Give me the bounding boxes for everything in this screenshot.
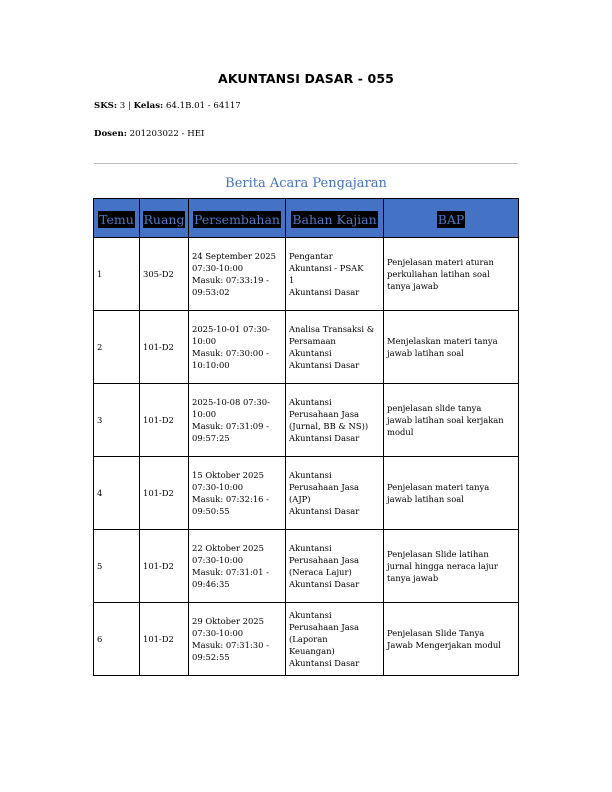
cell-persembahan [189,384,286,457]
header-bahan-kajian: Bahan Kajian [286,199,384,238]
cell-bap [384,311,519,384]
cell-temu: 6 [94,603,140,676]
cell-bap-line: Penjelasan materi aturan [387,257,494,267]
cell-bahan-kajian-line: Persamaan [289,336,336,346]
cell-persembahan-line: Masuk: 07:32:16 - [192,494,269,504]
cell-persembahan [189,238,286,311]
cell-bahan-kajian-line: (Laporan [289,634,328,644]
cell-bahan-kajian-line: Akuntansi [289,610,332,620]
cell-persembahan-line: Masuk: 07:33:19 - [192,275,269,285]
cell-bap-line: jawab latihan soal [387,494,464,504]
cell-bahan-kajian-line: Akuntansi Dasar [289,579,360,589]
table-row [94,311,519,384]
cell-persembahan-line: 2025-10-08 07:30- [192,397,270,407]
cell-persembahan-line: 09:50:55 [192,506,230,516]
cell-bap [384,384,519,457]
cell-bahan-kajian-line: Akuntansi Dasar [289,506,360,516]
cell-temu: 3 [94,384,140,457]
cell-bahan-kajian-line: Perusahaan Jasa [289,622,359,632]
table-row [94,384,519,457]
lecturer-meta [94,129,204,139]
cell-ruang: 101-D2 [140,603,189,676]
teaching-log-table [93,198,519,676]
cell-persembahan-line: Masuk: 07:31:30 - [192,640,269,650]
header-persembahan: Persembahan [189,199,286,238]
table-row [94,530,519,603]
cell-temu: 1 [94,238,140,311]
kelas-value: 64.1B.01 - 64117 [163,101,241,111]
cell-persembahan [189,311,286,384]
cell-persembahan-line: 07:30-10:00 [192,628,244,638]
sks-label: SKS: [94,101,118,111]
cell-bap-line: Jawab Mengerjakan modul [387,640,501,650]
cell-bahan-kajian-line: Akuntansi Dasar [289,287,360,297]
cell-bahan-kajian-line: Akuntansi Dasar [289,658,360,668]
cell-temu: 5 [94,530,140,603]
section-title: Berita Acara Pengajaran [225,176,387,191]
kelas-label: Kelas: [133,101,164,111]
dosen-label: Dosen: [94,129,127,139]
cell-bap-line: penjelasan slide tanya [387,403,482,413]
cell-persembahan-line: 2025-10-01 07:30- [192,324,270,334]
cell-bap-line: tanya jawab [387,573,439,583]
cell-bahan-kajian-line: Analisa Transaksi & [289,324,375,334]
cell-persembahan-line: Masuk: 07:31:01 - [192,567,269,577]
cell-persembahan-line: 07:30-10:00 [192,555,244,565]
cell-bahan-kajian [286,384,384,457]
cell-bahan-kajian-line: Akuntansi Dasar [289,433,360,443]
cell-persembahan-line: 09:46:35 [192,579,230,589]
cell-persembahan-line: Masuk: 07:30:00 - [192,348,269,358]
cell-bap-line: jurnal hingga neraca lajur [387,561,498,571]
cell-bahan-kajian [286,530,384,603]
cell-bap-line: perkuliahan latihan soal [387,269,490,279]
table-header-row [94,199,519,238]
cell-bahan-kajian-line: 1 [289,275,295,285]
cell-bahan-kajian [286,603,384,676]
cell-bap-line: modul [387,427,414,437]
cell-bap [384,603,519,676]
table-row [94,457,519,530]
cell-temu: 4 [94,457,140,530]
cell-ruang: 101-D2 [140,457,189,530]
cell-temu: 2 [94,311,140,384]
divider [94,163,518,164]
cell-bap [384,238,519,311]
cell-persembahan-line: 09:52:55 [192,652,230,662]
cell-bahan-kajian-line: (Neraca Lajur) [289,567,352,577]
meta-separator: | [125,101,134,111]
cell-bahan-kajian-line: (Jurnal, BB & NS)) [289,421,369,431]
cell-bahan-kajian-line: Akuntansi [289,348,332,358]
cell-bahan-kajian-line: Keuangan) [289,646,335,656]
cell-persembahan-line: 10:10:00 [192,360,230,370]
cell-persembahan-line: 15 Oktober 2025 [192,470,264,480]
cell-persembahan-line: 24 September 2025 [192,251,276,261]
cell-bahan-kajian-line: Perusahaan Jasa [289,409,359,419]
cell-bahan-kajian-line: Pengantar [289,251,333,261]
cell-persembahan-line: Masuk: 07:31:09 - [192,421,269,431]
cell-ruang: 101-D2 [140,311,189,384]
cell-ruang: 101-D2 [140,530,189,603]
cell-bahan-kajian-line: Akuntansi Dasar [289,360,360,370]
course-meta [94,101,241,111]
cell-bahan-kajian [286,238,384,311]
cell-persembahan-line: 07:30-10:00 [192,482,244,492]
header-bap: BAP [384,199,519,238]
table-row [94,238,519,311]
cell-bap-line: Menjelaskan materi tanya [387,336,498,346]
cell-persembahan [189,457,286,530]
cell-ruang: 101-D2 [140,384,189,457]
cell-bahan-kajian-line: (AJP) [289,494,311,504]
cell-bap-line: jawab latihan soal kerjakan [387,415,504,425]
cell-bap [384,530,519,603]
cell-persembahan-line: 09:53:02 [192,287,230,297]
cell-bahan-kajian-line: Akuntansi [289,543,332,553]
cell-bahan-kajian-line: Akuntansi [289,470,332,480]
cell-persembahan-line: 07:30-10:00 [192,263,244,273]
cell-persembahan [189,530,286,603]
cell-bap [384,457,519,530]
header-temu: Temu [94,199,140,238]
cell-bap-line: Penjelasan Slide Tanya [387,628,485,638]
cell-bap-line: Penjelasan materi tanya [387,482,490,492]
cell-persembahan-line: 22 Oktober 2025 [192,543,264,553]
sks-value: 3 [117,101,126,111]
dosen-value: 201203022 - HEI [126,129,205,139]
cell-persembahan [189,603,286,676]
cell-ruang: 305-D2 [140,238,189,311]
cell-bahan-kajian-line: Akuntansi [289,397,332,407]
cell-bap-line: jawab latihan soal [387,348,464,358]
cell-bahan-kajian-line: Perusahaan Jasa [289,482,359,492]
table-row [94,603,519,676]
cell-bahan-kajian-line: Perusahaan Jasa [289,555,359,565]
cell-persembahan-line: 09:57:25 [192,433,230,443]
cell-bahan-kajian-line: Akuntansi - PSAK [289,263,364,273]
cell-bap-line: tanya jawab [387,281,439,291]
cell-bahan-kajian [286,311,384,384]
cell-persembahan-line: 10:00 [192,409,217,419]
cell-bahan-kajian [286,457,384,530]
header-ruang: Ruang [140,199,189,238]
cell-persembahan-line: 29 Oktober 2025 [192,616,264,626]
cell-bap-line: Penjelasan Slide latihan [387,549,489,559]
page-title: AKUNTANSI DASAR - 055 [218,71,394,86]
cell-persembahan-line: 10:00 [192,336,217,346]
